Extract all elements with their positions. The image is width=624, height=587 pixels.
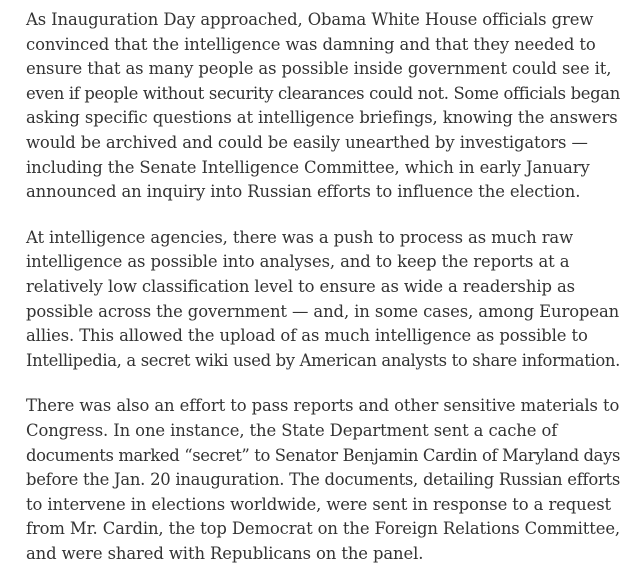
text-line: to intervene in elections worldwide, were sent in response to a request: [26, 494, 612, 514]
text-line: would be archived and could be easily unearthed by investigators —: [26, 132, 588, 152]
text-line: from Mr. Cardin, the top Democrat on the Foreign Relations Committee,: [26, 519, 620, 539]
text-line: Intellipedia, a secret wiki used by American analysts to share information.: [26, 350, 620, 370]
text-line: allies. This allowed the upload of as much intelligence as possible to: [26, 326, 588, 346]
text-line: intelligence as possible into analyses, and to keep the reports at a: [26, 252, 570, 272]
text-line: Congress. In one instance, the State Department sent a cache of: [26, 420, 558, 440]
text-line: documents marked “secret” to Senator Benjamin Cardin of Maryland days: [26, 445, 620, 465]
text-line: before the Jan. 20 inauguration. The documents, detailing Russian efforts: [26, 470, 620, 490]
text-line: announced an inquiry into Russian efforts to influence the election.: [26, 182, 581, 202]
text-line: even if people without security clearances could not. Some officials began: [26, 83, 620, 103]
text-line: including the Senate Intelligence Committee, which in early January: [26, 157, 590, 177]
paragraph-intelligence-agencies: [26, 226, 620, 374]
text-line: relatively low classification level to ensure as wide a readership as: [26, 276, 575, 296]
text-line: convinced that the intelligence was damning and that they needed to: [26, 34, 596, 54]
text-line: As Inauguration Day approached, Obama White House officials grew: [26, 10, 594, 29]
article-body: [26, 8, 620, 587]
text-line: ensure that as many people as possible inside government could see it,: [26, 59, 612, 79]
paragraph-congress: [26, 394, 620, 566]
text-line: There was also an effort to pass reports and other sensitive materials to: [26, 396, 620, 416]
text-line: possible across the government — and, in some cases, among European: [26, 301, 620, 321]
text-line: asking specific questions at intelligence briefings, knowing the answers: [26, 108, 618, 128]
paragraph-inauguration: [26, 8, 620, 205]
text-line: At intelligence agencies, there was a push to process as much raw: [26, 227, 574, 247]
text-line: and were shared with Republicans on the panel.: [26, 543, 424, 563]
